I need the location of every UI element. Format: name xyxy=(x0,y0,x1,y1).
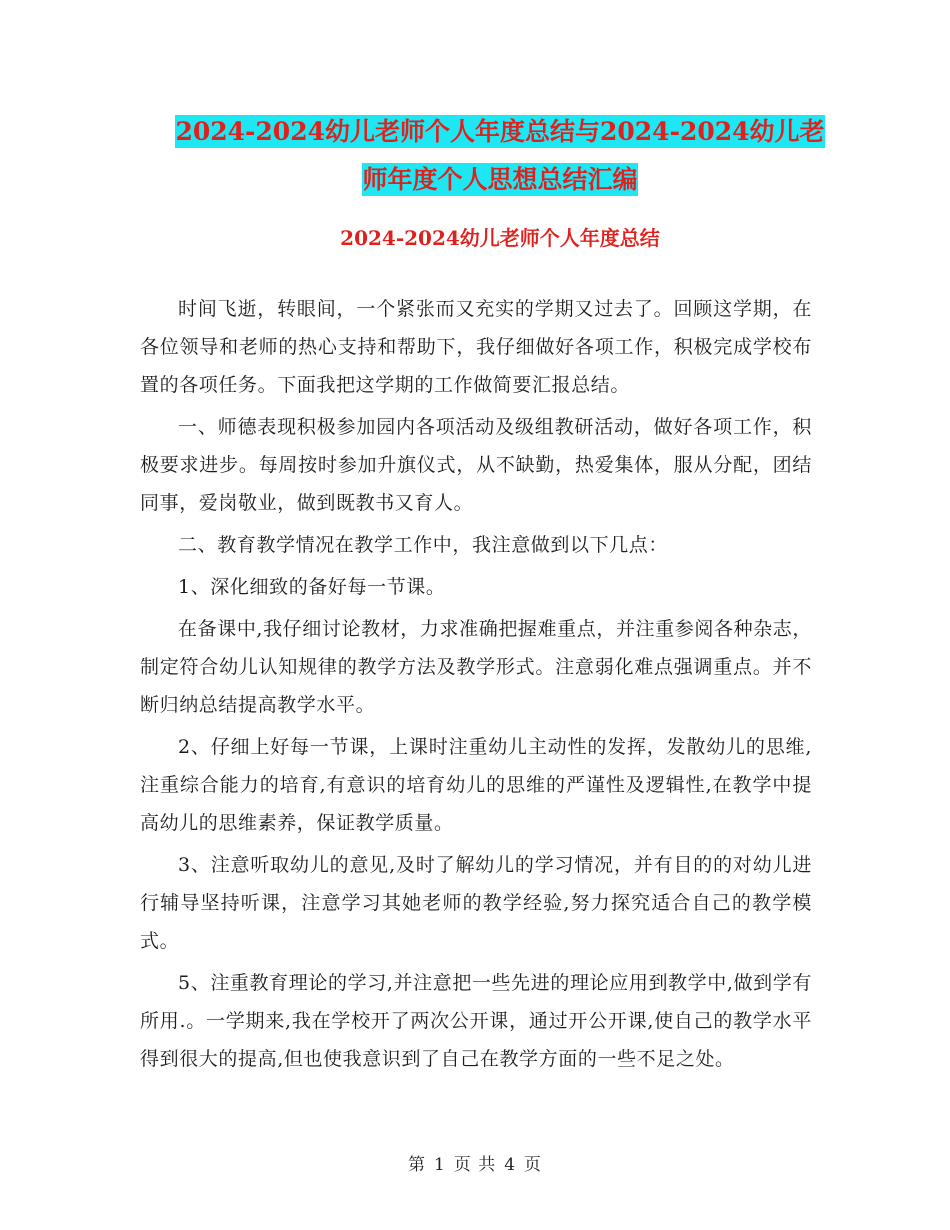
paragraph-item-2: 2、仔细上好每一节课，上课时注重幼儿主动性的发挥，发散幼儿的思维,注重综合能力的培育,有意识的培育幼儿的思维的严谨性及逻辑性,在教学中提高幼儿的思维素养，保证教学质量。 xyxy=(140,736,812,834)
paragraph-item-3: 3、注意听取幼儿的意见,及时了解幼儿的学习情况，并有目的的对幼儿进行辅导坚持听课，注意学习其她老师的教学经验,努力探究适合自己的教学模式。 xyxy=(140,854,812,952)
paragraph-section-1: 一、师德表现积极参加园内各项活动及级组教研活动，做好各项工作，积极要求进步。每周按时参加升旗仪式，从不缺勤，热爱集体，服从分配，团结同事，爱岗敬业，做到既教书又育人。 xyxy=(140,416,812,514)
document-title-line-2: 师年度个人思想总结汇编 xyxy=(362,165,638,194)
section-title: 2024-2024幼儿老师个人年度总结 xyxy=(340,226,660,250)
document-title xyxy=(140,108,860,204)
document-body xyxy=(140,290,812,1078)
paragraph-item-1-detail: 在备课中,我仔细讨论教材，力求准确把握难重点，并注重参阅各种杂志，制定符合幼儿认知规律的教学方法及教学形式。注意弱化难点强调重点。并不断归纳总结提高教学水平。 xyxy=(140,618,812,716)
document-title-line-1: 2024-2024幼儿老师个人年度总结与2024-2024幼儿老 xyxy=(175,117,825,146)
footer-page-mid: 页 共 xyxy=(453,1155,497,1175)
footer-page-current: 1 xyxy=(433,1155,446,1175)
footer-page-total: 4 xyxy=(504,1155,517,1175)
paragraph-item-5: 5、注重教育理论的学习,并注意把一些先进的理论应用到教学中,做到学有所用.。一学期来,我在学校开了两次公开课，通过开公开课,使自己的教学水平得到很大的提高,但也使我意识到了自己在教学方面的一些不足之处。 xyxy=(140,972,812,1070)
paragraph-section-2: 二、教育教学情况在教学工作中，我注意做到以下几点： xyxy=(178,534,669,556)
page-footer xyxy=(0,1153,950,1177)
paragraph-item-1: 1、深化细致的备好每一节课。 xyxy=(178,576,446,598)
paragraph-intro: 时间飞逝，转眼间，一个紧张而又充实的学期又过去了。回顾这学期，在各位领导和老师的热心支持和帮助下，我仔细做好各项工作，积极完成学校布置的各项任务。下面我把这学期的工作做简要汇报总结。 xyxy=(140,298,812,396)
footer-page-suffix: 页 xyxy=(524,1155,543,1175)
footer-page-prefix: 第 xyxy=(407,1155,426,1175)
